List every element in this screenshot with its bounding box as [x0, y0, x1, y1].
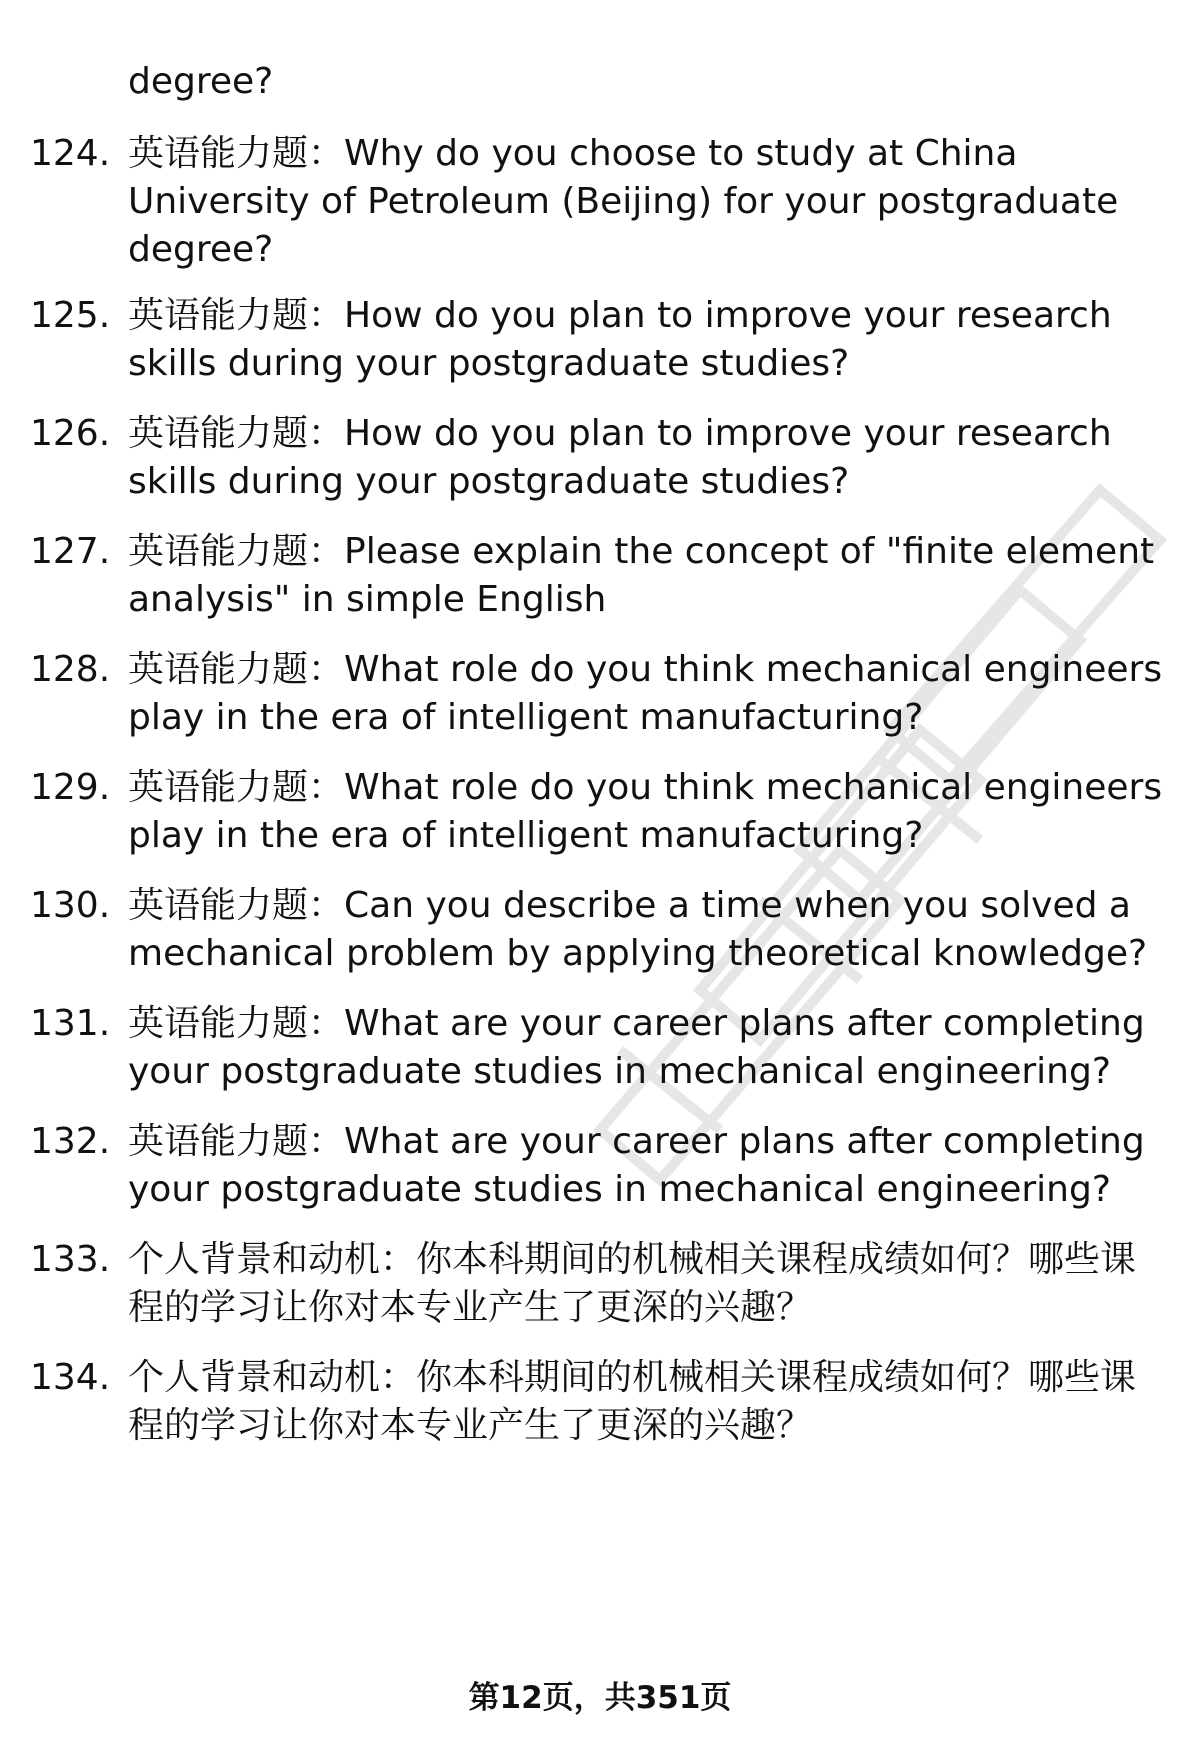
question-number: 134. — [30, 1357, 111, 1398]
question-line: 英语能力题：Can you describe a time when you solved a — [128, 885, 1131, 926]
question-text — [128, 410, 1138, 506]
question-line: your postgraduate studies in mechanical engineering? — [128, 1051, 1111, 1092]
question-number: 130. — [30, 885, 111, 926]
question-text — [128, 292, 1138, 388]
question-line: 英语能力题：What role do you think mechanical engineers — [128, 649, 1163, 690]
question-text — [128, 646, 1163, 742]
question-number: 124. — [30, 133, 111, 174]
question-line: 程的学习让你对本专业产生了更深的兴趣？ — [128, 1405, 813, 1446]
question-number: 133. — [30, 1239, 111, 1280]
question-number: 128. — [30, 649, 111, 690]
question-line: University of Petroleum (Beijing) for your postgraduate — [128, 181, 1119, 222]
question-line: 英语能力题：Why do you choose to study at China — [128, 133, 1018, 174]
question-line: 英语能力题：How do you plan to improve your research — [128, 295, 1112, 336]
question-text — [128, 1000, 1145, 1096]
question-line: 英语能力题：What are your career plans after completing — [128, 1121, 1145, 1162]
question-line: 英语能力题：What role do you think mechanical engineers — [128, 767, 1163, 808]
question-line: 个人背景和动机：你本科期间的机械相关课程成绩如何？哪些课 — [128, 1357, 1137, 1398]
question-line: analysis" in simple English — [128, 579, 607, 620]
question-line: play in the era of intelligent manufacturing? — [128, 697, 924, 738]
question-text — [128, 1118, 1145, 1214]
question-text — [128, 1236, 1138, 1332]
question-line: 英语能力题：What are your career plans after completing — [128, 1003, 1145, 1044]
question-line: 个人背景和动机：你本科期间的机械相关课程成绩如何？哪些课 — [128, 1239, 1137, 1280]
question-line: play in the era of intelligent manufacturing? — [128, 815, 924, 856]
question-number: 132. — [30, 1121, 111, 1162]
question-number: 125. — [30, 295, 111, 336]
question-number: 131. — [30, 1003, 111, 1044]
continuation-text: degree? — [128, 61, 274, 102]
question-line: 程的学习让你对本专业产生了更深的兴趣？ — [128, 1287, 813, 1328]
question-text — [128, 130, 1138, 274]
question-line: 英语能力题：Please explain the concept of "finite element — [128, 531, 1155, 572]
question-line: skills during your postgraduate studies? — [128, 343, 850, 384]
question-text — [128, 528, 1155, 624]
question-number: 129. — [30, 767, 111, 808]
question-text — [128, 882, 1148, 978]
question-line: skills during your postgraduate studies? — [128, 461, 850, 502]
question-text — [128, 1354, 1138, 1450]
question-line: mechanical problem by applying theoretical knowledge? — [128, 933, 1148, 974]
question-line: 英语能力题：How do you plan to improve your research — [128, 413, 1112, 454]
question-line: your postgraduate studies in mechanical engineering? — [128, 1169, 1111, 1210]
question-line: degree? — [128, 229, 274, 270]
question-number: 127. — [30, 531, 111, 572]
page-footer: 第12页，共351页 — [468, 1680, 732, 1716]
question-text — [128, 764, 1163, 860]
question-number: 126. — [30, 413, 111, 454]
